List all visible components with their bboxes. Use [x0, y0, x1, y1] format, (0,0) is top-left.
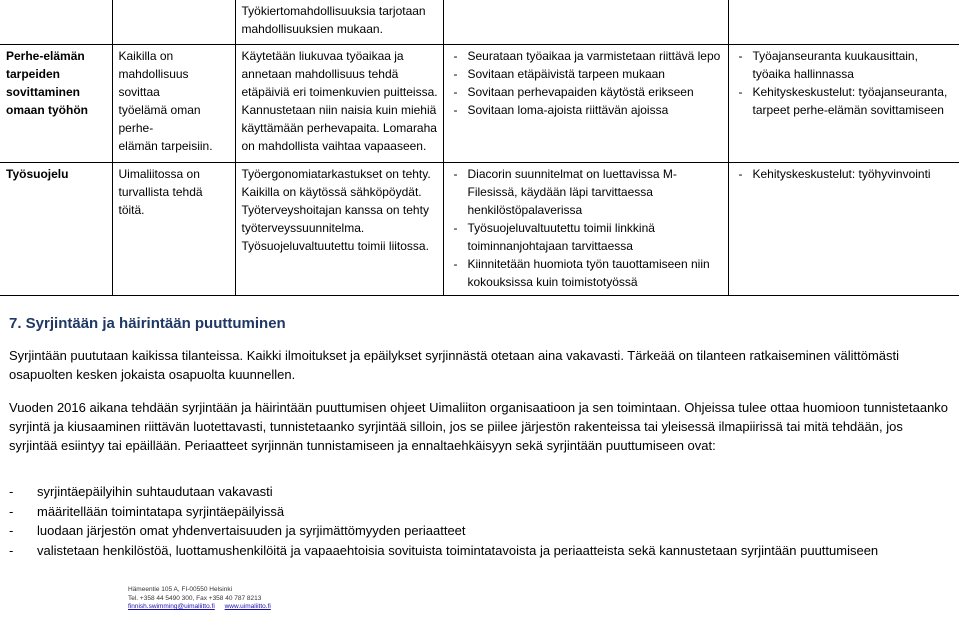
- list-item: - valistetaan henkilöstöä, luottamushenkilöitä ja vapaaehtoisia sovituista toimintatavoista ja periaatteista sekä kannustetaan syrjintään puuttumiseen: [9, 541, 878, 561]
- row-actions: [443, 163, 728, 296]
- footer-address: Hämeentie 105 A, FI-00550 Helsinki: [128, 586, 233, 593]
- section-heading: 7. Syrjintään ja häirintään puuttuminen: [9, 315, 286, 332]
- list-item: - Sovitaan loma-ajoista riittävän ajoissa: [450, 101, 724, 119]
- list-item: - Sovitaan perhevapaiden käytöstä erikseen: [450, 83, 724, 101]
- row-current-state: Käytetään liukuvaa työaikaa ja annetaan mahdollisuus tehdä etäpäiviä eri toimenkuvien puitteissa. Kannustetaan niin naisia kuin miehiä käyttämään perhevapaita. Lomaraha on mahdollista vaihtaa vapaaseen.: [235, 45, 443, 163]
- table-row: [0, 163, 959, 296]
- list-item: - Sovitaan etäpäivistä tarpeen mukaan: [450, 65, 724, 83]
- row-heading: Työsuojelu: [0, 163, 112, 296]
- list-item: - Kehityskeskustelut: työajanseuranta, tarpeet perhe-elämän sovittamiseen: [735, 83, 956, 119]
- list-item: - Diacorin suunnitelmat on luettavissa M-Filesissä, käydään läpi tarvittaessa henkilöstöpalaverissa: [450, 165, 724, 219]
- list-item: - luodaan järjestön omat yhdenvertaisuuden ja syrjimättömyyden periaatteet: [9, 521, 878, 541]
- cell-job-rotation: Työkiertomahdollisuuksia tarjotaan mahdollisuuksien mukaan.: [235, 0, 443, 45]
- table-row: [0, 45, 959, 163]
- paragraph: Vuoden 2016 aikana tehdään syrjintään ja häirintään puuttumisen ohjeet Uimaliiton organisaatioon ja sen toimintaan. Ohjeissa tulee ottaa huomioon tunnistetaanko syrjintä ja kiusaaminen riittävän luotettavasti, tunnistetaanko syrjintää silloin, jos se piilee järjestön rakenteissa tai yleisessä ilmapiirissä tai mitä tehdään, jos syrjintää esiintyy tai epäillään. Periaatteet syrjinnän tunnistamiseen ja ennaltaehkäisyyn sekä syrjintään puuttumiseen ovat:: [9, 400, 949, 453]
- list-item: - Kehityskeskustelut: työhyvinvointi: [735, 165, 956, 183]
- row-followup: [728, 163, 959, 296]
- row-actions: [443, 45, 728, 163]
- equality-plan-table: [0, 0, 959, 296]
- paragraph: Syrjintään puututaan kaikissa tilanteissa. Kaikki ilmoitukset ja epäilykset syrjinnästä otetaan aina vakavasti. Tärkeää on tilanteen ratkaiseminen välittömästi osapuolten kesken jokaista osapuolta kuunnellen.: [9, 348, 899, 382]
- list-item: - Seurataan työaikaa ja varmistetaan riittävä lepo: [450, 47, 724, 65]
- footer-email-link[interactable]: finnish.swimming@uimaliitto.fi: [128, 603, 215, 610]
- row-goal: Kaikilla on mahdollisuus sovittaa työelämä oman perhe- elämän tarpeisiin.: [112, 45, 235, 163]
- list-item: - Kiinnitetään huomiota työn tauottamiseen niin kokouksissa kuin toimistotyössä: [450, 255, 724, 291]
- row-current-state: Työergonomiatarkastukset on tehty. Kaikilla on käytössä sähköpöydät. Työterveyshoitajan kanssa on tehty työterveyssuunnitelma. Työsuojeluvaltuutettu toimii liitossa.: [235, 163, 443, 296]
- principles-list: [9, 482, 878, 560]
- row-heading: Perhe-elämän tarpeiden sovittaminen omaan työhön: [0, 45, 112, 163]
- section-discrimination: [9, 314, 954, 558]
- list-item: - Työsuojeluvaltuutettu toimii linkkinä toiminnanjohtajaan tarvittaessa: [450, 219, 724, 255]
- row-goal: Uimaliitossa on turvallista tehdä töitä.: [112, 163, 235, 296]
- list-item: - määritellään toimintatapa syrjintäepäilyissä: [9, 502, 878, 522]
- footer-phone: Tel. +358 44 5490 300, Fax +358 40 787 8213: [128, 594, 262, 602]
- row-followup: [728, 45, 959, 163]
- page-footer: [128, 586, 279, 612]
- list-item: - syrjintäepäilyihin suhtaudutaan vakavasti: [9, 482, 878, 502]
- table-row-top-fragment: [0, 0, 959, 45]
- footer-website-link[interactable]: www.uimaliitto.fi: [224, 603, 271, 610]
- list-item: - Työajanseuranta kuukausittain, työaika hallinnassa: [735, 47, 956, 83]
